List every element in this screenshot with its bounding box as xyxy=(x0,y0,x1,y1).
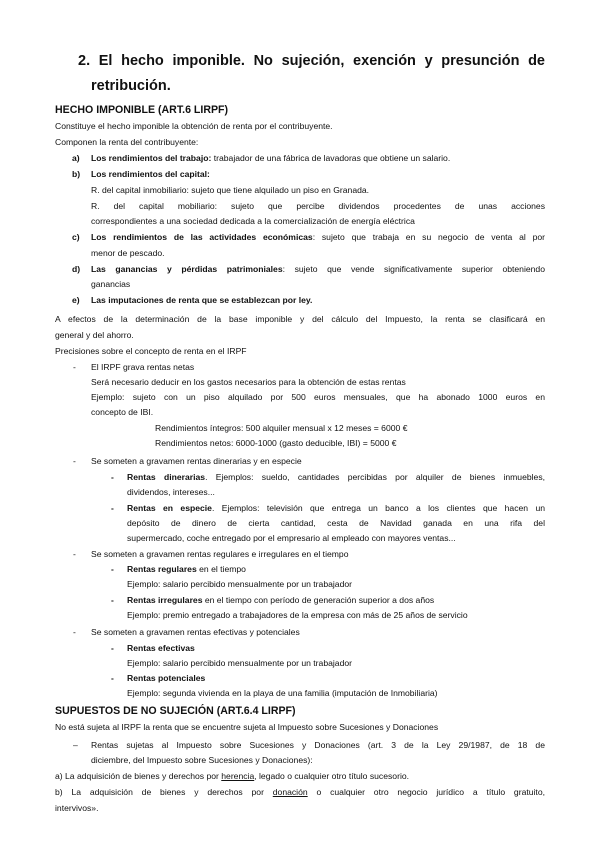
list-item xyxy=(127,472,545,483)
underlined-term: herencia xyxy=(221,771,255,781)
paragraph: Precisiones sobre el concepto de renta en el IRPF xyxy=(55,346,247,356)
list-item-bold: Las ganancias y pérdidas patrimoniales xyxy=(91,264,283,274)
list-marker: c) xyxy=(72,232,80,242)
paragraph: concepto de IBI. xyxy=(91,407,154,417)
list-item-bold: Rentas potenciales xyxy=(127,673,206,683)
list-item-text: : sujeto que vende significativamente superior obteniendo xyxy=(282,264,545,274)
heading-hecho-imponible: HECHO IMPONIBLE (ART.6 LIRPF) xyxy=(55,104,229,116)
paragraph xyxy=(55,771,409,782)
list-item-bold: Las imputaciones de renta que se establezcan por ley. xyxy=(91,295,313,305)
calculation-line: Rendimientos íntegros: 500 alquiler mensual x 12 meses = 6000 € xyxy=(155,423,408,433)
paragraph: Rentas sujetas al Impuesto sobre Sucesiones y Donaciones (art. 3 de la Ley 29/1987, de 18 de xyxy=(91,740,545,750)
list-item xyxy=(91,264,545,275)
bullet-marker: - xyxy=(111,472,114,482)
list-item-text: : sujeto que trabaja en su negocio de venta al por xyxy=(312,232,546,242)
paragraph: correspondientes a una sociedad dedicada a la comercialización de energía eléctrica xyxy=(91,216,415,226)
list-marker: a) xyxy=(72,153,80,163)
list-item-continued: supermercado, coche entregado por el empresario al empleado con mayores ventas... xyxy=(127,533,456,543)
dash-marker: - xyxy=(73,362,76,372)
list-item-text: trabajador de una fábrica de lavadoras que obtiene un salario. xyxy=(211,153,451,163)
text-segment: o cualquier otro negocio jurídico a título gratuito, xyxy=(307,787,545,797)
dash-marker: – xyxy=(73,740,78,750)
list-item-text: en el tiempo xyxy=(196,564,246,574)
paragraph: Constituye el hecho imponible la obtención de renta por el contribuyente. xyxy=(55,121,333,131)
list-item-text: . Ejemplos: sueldo, cantidades percibidas por alquiler de bienes inmuebles, xyxy=(205,472,546,482)
list-item xyxy=(127,503,545,514)
dash-marker: - xyxy=(73,627,76,637)
text-segment: b) La adquisición de bienes y derechos por xyxy=(55,787,273,797)
example-line: Ejemplo: salario percibido mensualmente por un trabajador xyxy=(127,658,352,668)
list-item xyxy=(127,595,434,606)
list-marker: e) xyxy=(72,295,80,305)
list-item xyxy=(91,169,210,180)
example-line: Ejemplo: segunda vivienda en la playa de una familia (imputación de Inmobiliaria) xyxy=(127,688,438,698)
list-item xyxy=(91,232,545,243)
list-item-bold: Rentas efectivas xyxy=(127,643,195,653)
list-item xyxy=(127,643,195,654)
list-item-bold: Rentas dinerarias xyxy=(127,472,206,482)
paragraph: El IRPF grava rentas netas xyxy=(91,362,195,372)
list-item-continued: ganancias xyxy=(91,279,131,289)
list-item-text: en el tiempo con período de generación superior a dos años xyxy=(202,595,435,605)
list-item xyxy=(91,153,450,164)
paragraph: A efectos de la determinación de la base imponible y del cálculo del Impuesto, la renta se clasificará en xyxy=(55,314,545,324)
text-segment: , legado o cualquier otro título sucesorio. xyxy=(254,771,410,781)
calculation-line: Rendimientos netos: 6000-1000 (gasto deducible, IBI) = 5000 € xyxy=(155,438,397,448)
bullet-marker: - xyxy=(111,503,114,513)
paragraph: Se someten a gravamen rentas dinerarias y en especie xyxy=(91,456,302,466)
paragraph: intervivos». xyxy=(55,803,99,813)
paragraph: R. del capital inmobiliario: sujeto que tiene alquilado un piso en Granada. xyxy=(91,185,370,195)
paragraph: general y del ahorro. xyxy=(55,330,134,340)
underlined-term: donación xyxy=(272,787,308,797)
section-title-continued: retribución. xyxy=(91,78,171,94)
list-marker: d) xyxy=(72,264,81,274)
list-item xyxy=(91,295,312,306)
paragraph: Se someten a gravamen rentas efectivas y potenciales xyxy=(91,627,300,637)
paragraph xyxy=(55,787,545,798)
paragraph: diciembre, del Impuesto sobre Sucesiones y Donaciones): xyxy=(91,755,313,765)
paragraph: R. del capital mobiliario: sujeto que percibe dividendos procedentes de unas acciones xyxy=(91,201,545,211)
paragraph: No está sujeta al IRPF la renta que se encuentre sujeta al Impuesto sobre Sucesiones y Donaciones xyxy=(55,722,439,732)
paragraph: Se someten a gravamen rentas regulares e irregulares en el tiempo xyxy=(91,549,349,559)
paragraph: Será necesario deducir en los gastos necesarios para la obtención de estas rentas xyxy=(91,377,406,387)
list-item-text: . Ejemplos: televisión que entrega un banco a los clientes que hacen un xyxy=(211,503,545,513)
dash-marker: - xyxy=(73,549,76,559)
heading-no-sujecion: SUPUESTOS DE NO SUJECIÓN (ART.6.4 LIRPF) xyxy=(55,705,296,717)
list-item-bold: Los rendimientos del trabajo: xyxy=(91,153,212,163)
bullet-marker: - xyxy=(111,595,114,605)
list-item-continued: depósito de dinero de cierta cantidad, cesta de Navidad ganada en una rifa del xyxy=(127,518,545,528)
list-item-bold: Rentas regulares xyxy=(127,564,197,574)
list-item-bold: Los rendimientos del capital: xyxy=(91,169,210,179)
bullet-marker: - xyxy=(111,564,114,574)
list-item-bold: Los rendimientos de las actividades económicas xyxy=(91,232,313,242)
text-segment: a) La adquisición de bienes y derechos por xyxy=(55,771,222,781)
list-item-continued: dividendos, intereses... xyxy=(127,487,215,497)
paragraph: Ejemplo: sujeto con un piso alquilado por 500 euros mensuales, que ha abonado 1000 euros en xyxy=(91,392,545,402)
section-title: 2. El hecho imponible. No sujeción, exención y presunción de xyxy=(78,53,545,69)
list-item-bold: Rentas irregulares xyxy=(127,595,203,605)
paragraph: Componen la renta del contribuyente: xyxy=(55,137,199,147)
bullet-marker: - xyxy=(111,673,114,683)
list-item xyxy=(127,673,205,684)
list-marker: b) xyxy=(72,169,81,179)
dash-marker: - xyxy=(73,456,76,466)
list-item xyxy=(127,564,246,575)
example-line: Ejemplo: salario percibido mensualmente por un trabajador xyxy=(127,579,352,589)
example-line: Ejemplo: premio entregado a trabajadores de la empresa con más de 25 años de servicio xyxy=(127,610,468,620)
list-item-continued: menor de pescado. xyxy=(91,248,165,258)
list-item-bold: Rentas en especie xyxy=(127,503,212,513)
bullet-marker: - xyxy=(111,643,114,653)
